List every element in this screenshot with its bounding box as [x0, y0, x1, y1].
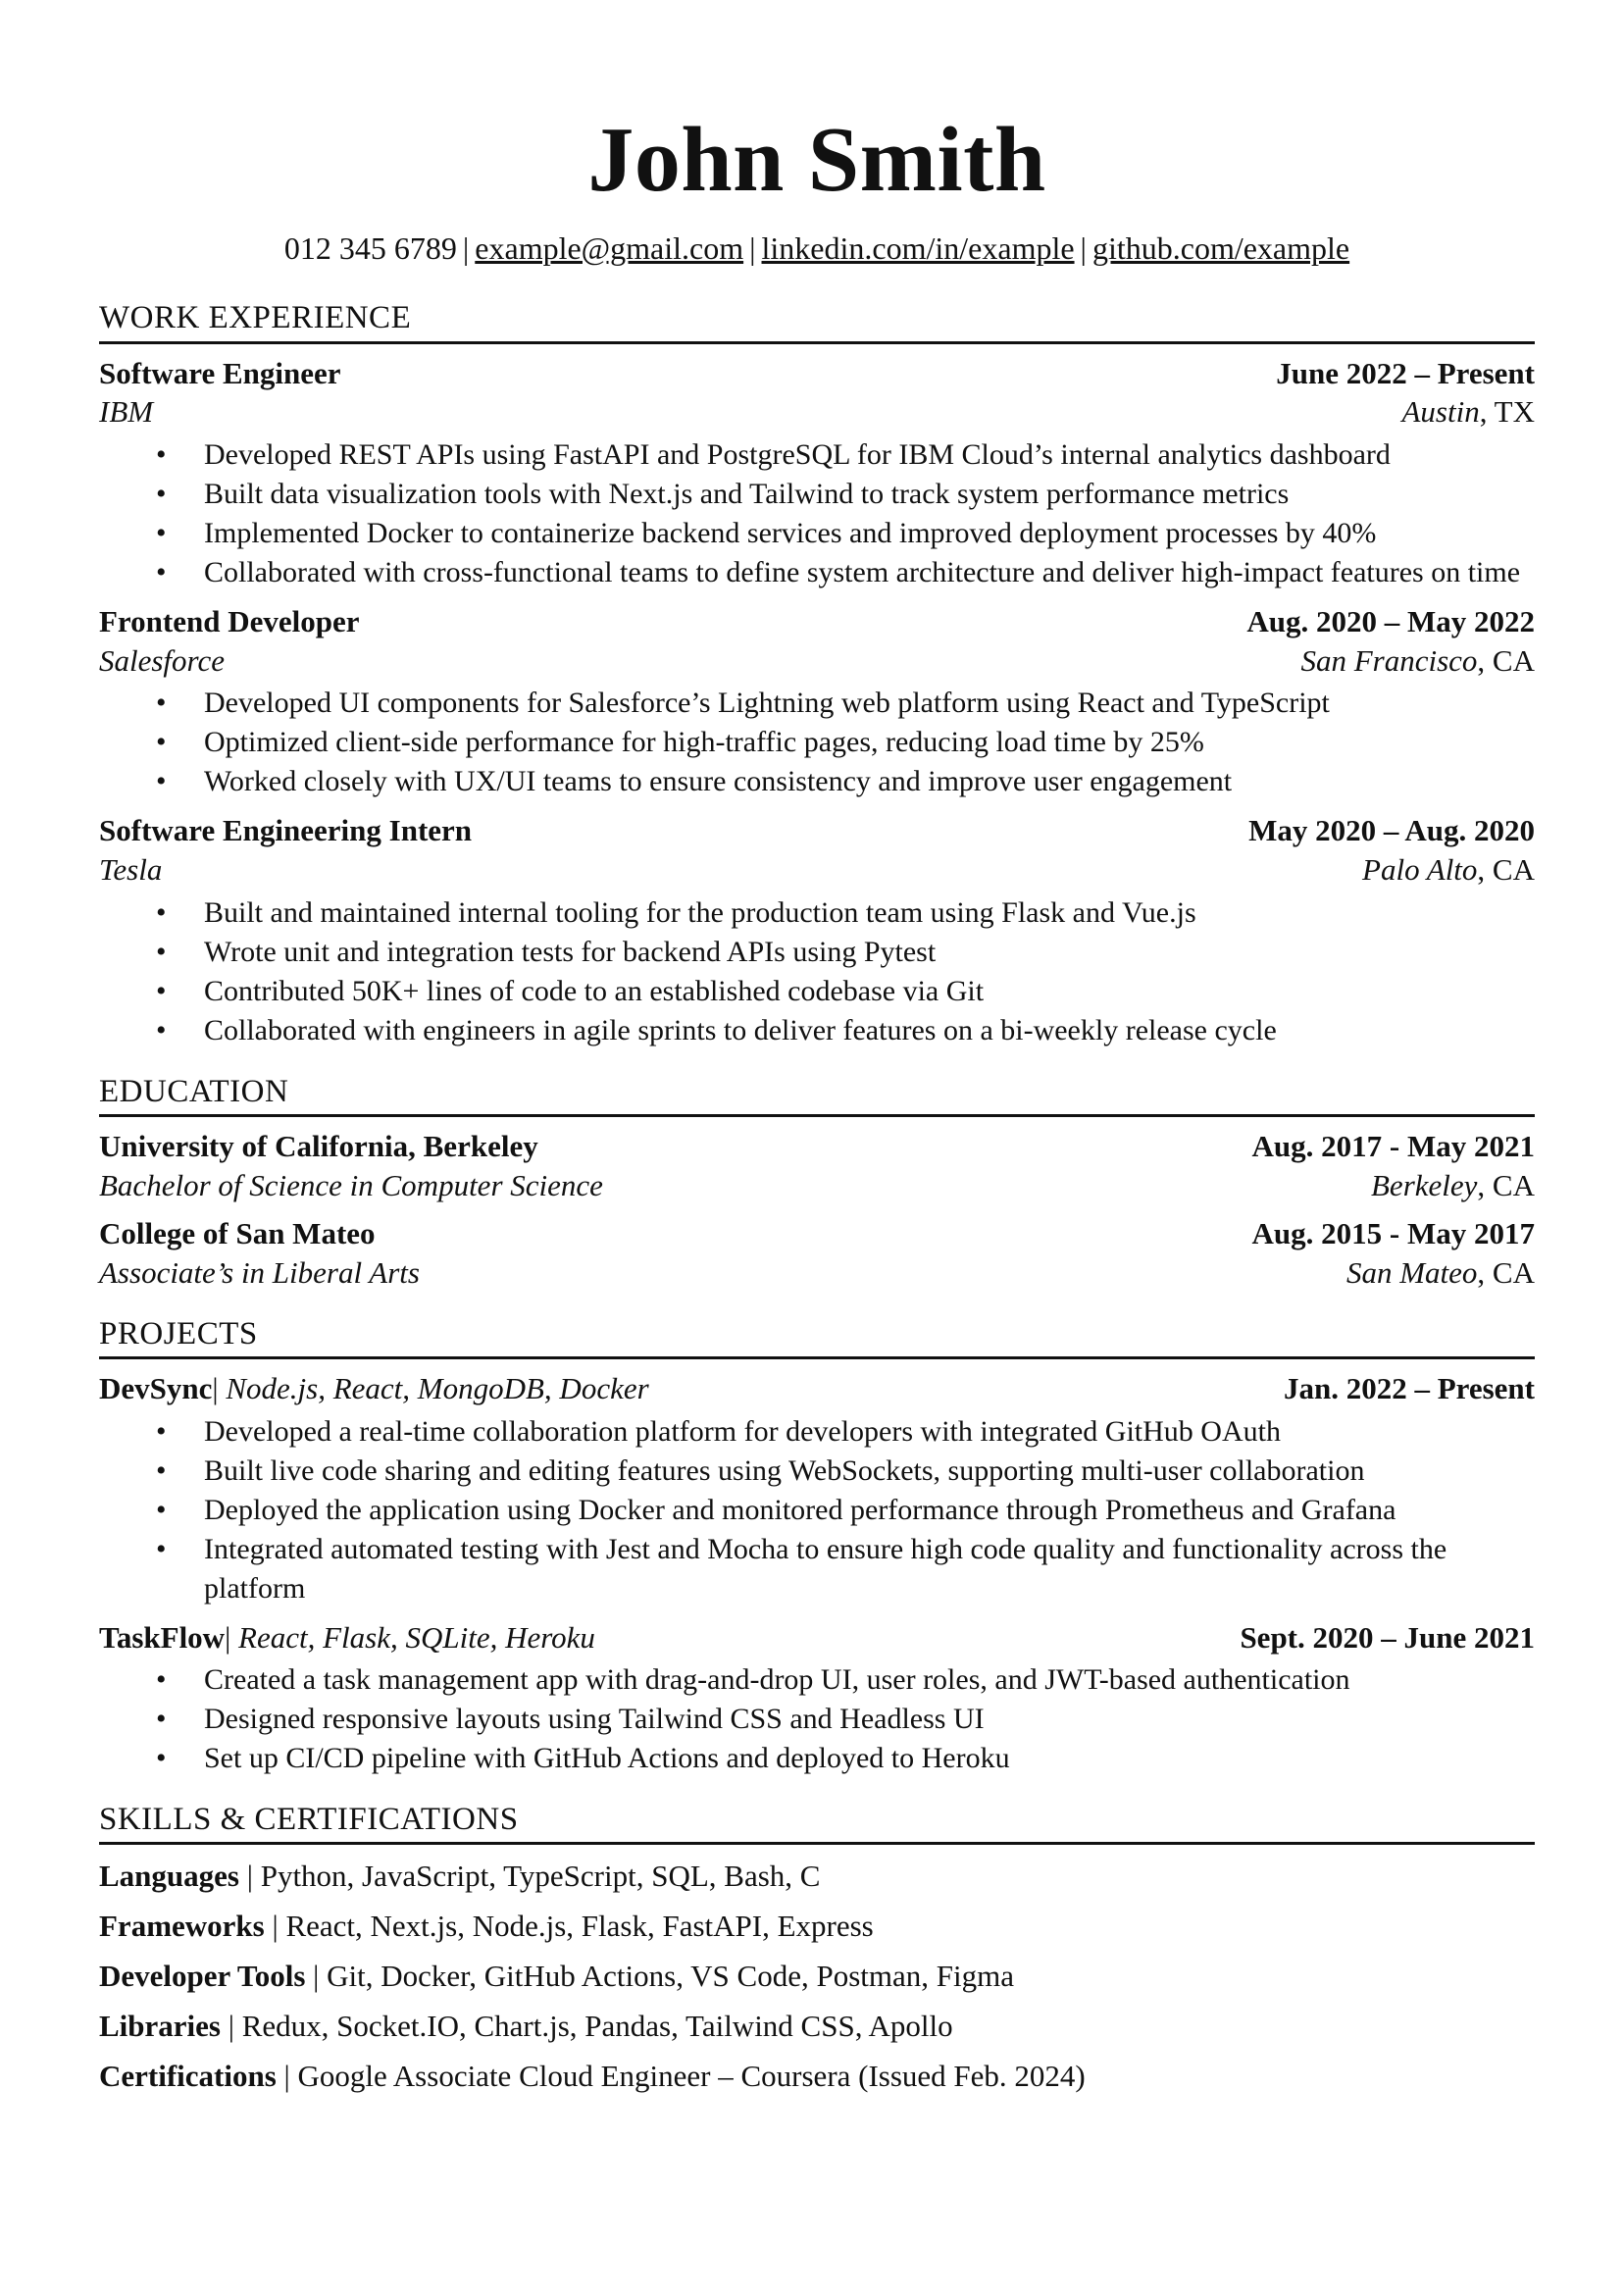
job-location	[1402, 392, 1536, 432]
project-tech: React, Flask, SQLite, Heroku	[238, 1619, 595, 1655]
location-state: , CA	[1477, 642, 1535, 678]
bullet-item: • Developed UI components for Salesforce’s Lightning web platform using React and TypeScript	[99, 684, 1535, 723]
location-city: Berkeley	[1371, 1167, 1478, 1202]
job-title: Frontend Developer	[99, 603, 360, 638]
skill-label: Libraries	[99, 2009, 221, 2044]
resume-page	[99, 0, 1535, 2101]
company-name: IBM	[99, 394, 154, 430]
bullet-item: • Optimized client-side performance for high-traffic pages, reducing load time by 25%	[99, 723, 1535, 762]
project-heading	[99, 1618, 595, 1657]
school-name: College of San Mateo	[99, 1216, 376, 1251]
bullet-item: • Built data visualization tools with Next.js and Tailwind to track system performance metrics	[99, 475, 1535, 514]
location-city: San Francisco	[1300, 642, 1478, 678]
section-title-skills: SKILLS & CERTIFICATIONS	[99, 1800, 1535, 1845]
project-heading	[99, 1369, 649, 1408]
project-date: Sept. 2020 – June 2021	[1240, 1619, 1535, 1655]
work-entry	[99, 354, 1535, 592]
github-link[interactable]: github.com/example	[1091, 230, 1350, 266]
bullet-item: • Wrote unit and integration tests for backend APIs using Pytest	[99, 933, 1535, 972]
skill-separator: |	[283, 2059, 290, 2094]
candidate-name: John Smith	[587, 109, 1046, 211]
skill-label: Frameworks	[99, 1909, 265, 1944]
skill-row	[99, 1851, 1535, 1901]
contact-line	[99, 229, 1535, 267]
project-name: DevSync	[99, 1370, 213, 1405]
skill-row	[99, 1951, 1535, 2001]
contact-separator: |	[462, 230, 470, 266]
skill-separator: |	[272, 1909, 279, 1944]
location-city: San Mateo	[1345, 1254, 1478, 1290]
section-title-work: WORK EXPERIENCE	[99, 298, 1535, 343]
skill-row	[99, 2001, 1535, 2051]
project-name: TaskFlow	[99, 1619, 226, 1655]
skill-value: React, Next.js, Node.js, Flask, FastAPI, Express	[285, 1909, 874, 1944]
bullet-item: • Implemented Docker to containerize backend services and improved deployment processes by 40%	[99, 514, 1535, 553]
bullet-item: • Deployed the application using Docker and monitored performance through Prometheus and Grafana	[99, 1491, 1535, 1530]
job-title: Software Engineering Intern	[99, 813, 473, 848]
skill-value: Google Associate Cloud Engineer – Coursera (Issued Feb. 2024)	[297, 2059, 1086, 2094]
education-date: Aug. 2015 - May 2017	[1251, 1216, 1535, 1251]
skill-label: Developer Tools	[99, 1959, 306, 1994]
project-date: Jan. 2022 – Present	[1283, 1370, 1535, 1405]
job-title: Software Engineer	[99, 355, 341, 390]
location-city: Palo Alto	[1362, 852, 1478, 887]
company-name: Salesforce	[99, 642, 225, 678]
job-location	[1300, 641, 1535, 681]
job-date: Aug. 2020 – May 2022	[1246, 603, 1535, 638]
job-bullets	[99, 684, 1535, 801]
bullet-item: • Integrated automated testing with Jest and Mocha to ensure high code quality and functionality across the platform	[99, 1530, 1535, 1608]
school-location	[1346, 1253, 1535, 1293]
contact-separator: |	[1080, 230, 1087, 266]
work-entry	[99, 811, 1535, 1049]
bullet-item: • Created a task management app with drag-and-drop UI, user roles, and JWT-based authentication	[99, 1660, 1535, 1700]
skill-value: Python, JavaScript, TypeScript, SQL, Bash, C	[260, 1859, 821, 1894]
section-title-education: EDUCATION	[99, 1072, 1535, 1117]
project-separator: |	[225, 1619, 231, 1655]
degree-name: Bachelor of Science in Computer Science	[99, 1167, 603, 1202]
education-entry	[99, 1214, 1535, 1292]
job-location	[1362, 850, 1535, 890]
bullet-item: • Collaborated with cross-functional teams to define system architecture and deliver high-impact features on time	[99, 553, 1535, 592]
job-bullets	[99, 435, 1535, 592]
education-date: Aug. 2017 - May 2021	[1251, 1128, 1535, 1163]
company-name: Tesla	[99, 852, 163, 887]
bullet-item: • Worked closely with UX/UI teams to ensure consistency and improve user engagement	[99, 762, 1535, 801]
bullet-item: • Contributed 50K+ lines of code to an established codebase via Git	[99, 972, 1535, 1011]
skill-row	[99, 1901, 1535, 1951]
bullet-item: • Set up CI/CD pipeline with GitHub Actions and deployed to Heroku	[99, 1739, 1535, 1778]
skills-list	[99, 1851, 1535, 2101]
skill-separator: |	[246, 1859, 253, 1894]
section-title-projects: PROJECTS	[99, 1314, 1535, 1359]
location-state: , CA	[1477, 852, 1535, 887]
job-bullets	[99, 893, 1535, 1050]
school-location	[1371, 1166, 1535, 1205]
project-bullets	[99, 1412, 1535, 1608]
email-link[interactable]: example@gmail.com	[475, 230, 744, 266]
bullet-item: • Designed responsive layouts using Tailwind CSS and Headless UI	[99, 1700, 1535, 1739]
location-city: Austin	[1401, 394, 1480, 430]
location-state: , CA	[1477, 1167, 1535, 1202]
bullet-item: • Built live code sharing and editing features using WebSockets, supporting multi-user collaboration	[99, 1452, 1535, 1491]
school-name: University of California, Berkeley	[99, 1128, 538, 1163]
skill-separator: |	[228, 2009, 234, 2044]
bullet-item: • Developed a real-time collaboration platform for developers with integrated GitHub OAuth	[99, 1412, 1535, 1452]
phone-number: 012 345 6789	[283, 230, 457, 266]
linkedin-link[interactable]: linkedin.com/in/example	[761, 230, 1075, 266]
contact-separator: |	[749, 230, 756, 266]
skill-label: Languages	[99, 1859, 239, 1894]
skill-label: Certifications	[99, 2059, 277, 2094]
project-tech: Node.js, React, MongoDB, Docker	[226, 1370, 649, 1405]
project-entry	[99, 1618, 1535, 1779]
project-bullets	[99, 1660, 1535, 1778]
skill-row	[99, 2051, 1535, 2101]
bullet-item: • Built and maintained internal tooling for the production team using Flask and Vue.js	[99, 893, 1535, 933]
skill-separator: |	[313, 1959, 320, 1994]
skill-value: Git, Docker, GitHub Actions, VS Code, Postman, Figma	[327, 1959, 1014, 1994]
project-entry	[99, 1369, 1535, 1608]
location-state: , TX	[1479, 394, 1535, 430]
project-separator: |	[212, 1370, 219, 1405]
location-state: , CA	[1477, 1254, 1535, 1290]
degree-name: Associate’s in Liberal Arts	[99, 1254, 420, 1290]
job-date: June 2022 – Present	[1276, 355, 1535, 390]
skill-value: Redux, Socket.IO, Chart.js, Pandas, Tailwind CSS, Apollo	[241, 2009, 953, 2044]
work-entry	[99, 602, 1535, 801]
bullet-item: • Collaborated with engineers in agile sprints to deliver features on a bi-weekly release cycle	[99, 1011, 1535, 1050]
bullet-item: • Developed REST APIs using FastAPI and PostgreSQL for IBM Cloud’s internal analytics dashboard	[99, 435, 1535, 475]
education-entry	[99, 1127, 1535, 1204]
job-date: May 2020 – Aug. 2020	[1248, 813, 1535, 848]
